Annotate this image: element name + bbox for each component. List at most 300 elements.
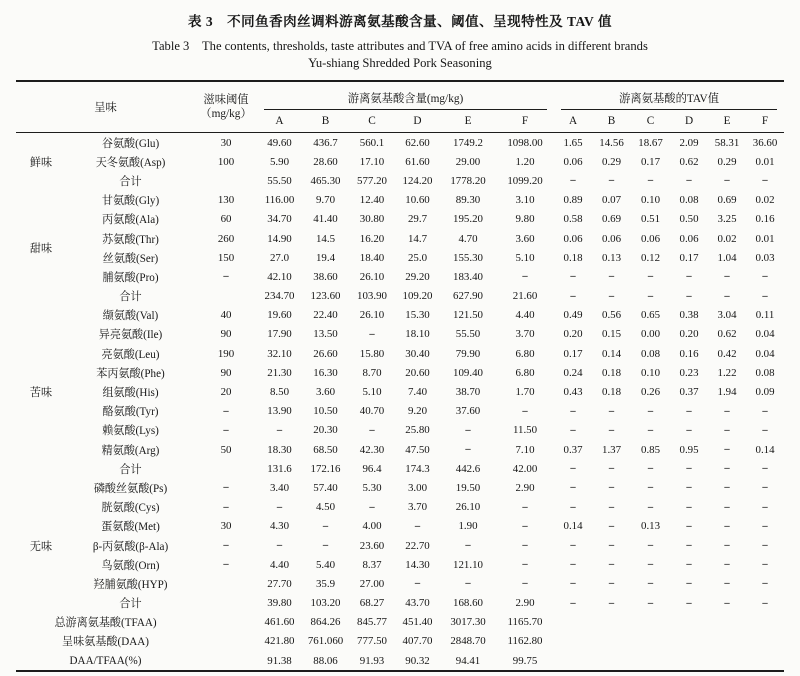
tav-value: – [762, 540, 768, 552]
amino-acid-name: 磷酸丝氨酸(Ps) [93, 482, 168, 495]
tav-value: – [724, 597, 730, 609]
content-value: 38.70 [455, 386, 481, 399]
tav-value: – [762, 175, 768, 187]
tav-value: – [647, 578, 654, 590]
taste-group-label: 无味 [29, 540, 53, 553]
table-row [16, 536, 784, 555]
tav-value: – [608, 540, 615, 552]
header-row-groups [16, 81, 784, 110]
content-value: 61.60 [405, 155, 430, 168]
tav-value [631, 651, 670, 671]
table-row [16, 613, 784, 632]
content-value: 27.00 [359, 577, 385, 590]
content-value: 9.80 [515, 213, 535, 226]
tav-value: – [570, 597, 576, 609]
taste-group-label: 苦味 [29, 387, 53, 400]
content-value: 8.37 [362, 558, 382, 571]
content-value: 19.4 [315, 251, 336, 264]
tav-value: 0.08 [755, 366, 775, 379]
tav-value: 1.04 [717, 251, 737, 264]
tav-value: 0.62 [717, 328, 737, 341]
content-value: 20.60 [405, 366, 430, 379]
content-value: – [322, 540, 329, 552]
tav-value: 0.02 [755, 194, 775, 207]
content-value: 20.30 [313, 424, 338, 437]
header-taste: 呈味 [16, 81, 195, 133]
content-value: 4.40 [269, 558, 290, 571]
threshold-value: 60 [220, 213, 232, 226]
tav-value: 0.37 [679, 386, 699, 399]
tav-value [708, 651, 746, 671]
content-value: 3.70 [515, 328, 535, 341]
content-value: 1.70 [515, 386, 535, 399]
content-value: 29.20 [405, 270, 430, 283]
tav-value: – [570, 501, 576, 513]
content-value: 1778.20 [450, 174, 486, 187]
header-tav-brand-e: E [708, 110, 746, 133]
table-row [16, 632, 784, 651]
content-value: 25.80 [405, 424, 430, 437]
threshold-value: 30 [220, 520, 232, 533]
header-content-brand-d: D [395, 110, 440, 133]
content-value: 15.80 [359, 347, 385, 360]
content-value: 1749.2 [453, 136, 483, 149]
table-row [16, 363, 784, 382]
table-row [16, 325, 784, 344]
tav-value: 0.23 [679, 366, 699, 379]
tav-value [670, 632, 708, 651]
amino-acid-name: 组氨酸(His) [102, 387, 159, 400]
threshold-value: 150 [217, 251, 235, 264]
tav-value [592, 632, 631, 651]
tav-value: – [608, 424, 615, 436]
tav-value: – [647, 463, 654, 475]
tav-value: – [686, 482, 692, 494]
content-value: 89.30 [455, 194, 481, 207]
threshold-value: 260 [217, 232, 235, 245]
tav-value: – [608, 271, 615, 283]
table-row [16, 440, 784, 459]
threshold-value: – [223, 501, 229, 513]
tav-value: – [608, 520, 615, 532]
threshold-value [195, 632, 257, 651]
tav-value: 14.56 [599, 136, 624, 149]
content-value: 5.40 [315, 558, 336, 571]
tav-value: 0.20 [563, 328, 583, 341]
tav-value: – [762, 463, 768, 475]
content-value: 627.90 [453, 290, 483, 303]
tav-value: – [647, 482, 654, 494]
tav-value: – [724, 271, 730, 283]
amino-acid-name: 脯氨酸(Pro) [102, 271, 159, 284]
tav-value: – [686, 463, 692, 475]
content-value: – [414, 520, 421, 532]
content-value: 8.50 [269, 386, 290, 399]
tav-value: – [724, 501, 730, 513]
content-value: 42.10 [267, 270, 292, 283]
tav-value: 0.89 [563, 194, 583, 207]
tav-value: 0.56 [602, 309, 622, 322]
content-value: – [522, 578, 528, 590]
header-tav-brand-f: F [746, 110, 784, 133]
tav-value: – [570, 290, 576, 302]
header-content-group-label: 游离氨基酸含量(mg/kg) [264, 90, 547, 110]
content-value: 90.32 [405, 654, 430, 667]
content-value: 9.70 [315, 194, 336, 207]
header-tav-brand-c: C [631, 110, 670, 133]
content-value: 68.50 [313, 443, 338, 456]
content-value: 155.30 [453, 251, 483, 264]
content-value: 88.06 [313, 654, 338, 667]
tav-value: – [762, 559, 768, 571]
content-value: 174.3 [405, 462, 430, 475]
tav-value: 0.06 [563, 155, 583, 168]
content-value: 18.40 [359, 251, 385, 264]
tav-value: – [724, 463, 730, 475]
content-value: – [465, 424, 471, 436]
content-value: 94.41 [455, 654, 481, 667]
content-value: 14.90 [267, 232, 292, 245]
content-value: 15.30 [405, 309, 430, 322]
content-value: 55.50 [267, 174, 292, 187]
tav-value: 0.29 [717, 155, 737, 168]
content-value: 22.70 [405, 539, 430, 552]
table-row [16, 517, 784, 536]
tav-value: 0.51 [641, 213, 661, 226]
amino-acid-name: 亮氨酸(Leu) [101, 348, 160, 361]
amino-acid-name: 丙氨酸(Ala) [102, 214, 159, 227]
threshold-value [195, 594, 257, 613]
content-value: 26.10 [455, 501, 481, 514]
tav-value: – [647, 597, 654, 609]
tav-value: – [724, 578, 730, 590]
content-value: 62.60 [405, 136, 430, 149]
content-value: 116.00 [264, 194, 295, 207]
table-row [16, 306, 784, 325]
table-title-en-line2: Yu-shiang Shredded Pork Seasoning [308, 56, 492, 70]
tav-value: – [647, 405, 654, 417]
content-value: 777.50 [357, 635, 387, 648]
content-value: 57.40 [313, 481, 338, 494]
content-value: 21.30 [267, 366, 292, 379]
content-value: 99.75 [512, 654, 538, 667]
content-value: 14.7 [407, 232, 428, 245]
content-value: 3.70 [407, 501, 428, 514]
tav-value: 1.65 [563, 136, 583, 149]
threshold-value: – [223, 424, 229, 436]
content-value: 29.00 [455, 155, 481, 168]
tav-value: 0.02 [717, 232, 737, 245]
table-row [16, 402, 784, 421]
tav-value: – [724, 559, 730, 571]
table-row [16, 459, 784, 478]
tav-value [708, 632, 746, 651]
amino-acid-name: 丝氨酸(Ser) [102, 252, 159, 265]
tav-value: – [762, 597, 768, 609]
tav-value: 0.17 [563, 347, 583, 360]
content-value: 109.40 [453, 366, 483, 379]
table-row [16, 651, 784, 671]
amino-acid-name: DAA/TFAA(%) [69, 654, 142, 667]
content-value: 22.40 [313, 309, 338, 322]
content-value: 131.6 [267, 462, 292, 475]
tav-value: – [608, 501, 615, 513]
content-value: – [276, 501, 283, 513]
tav-value: – [762, 501, 768, 513]
tav-value: – [608, 559, 615, 571]
content-value: 560.1 [359, 136, 385, 149]
content-value: 30.40 [405, 347, 430, 360]
content-value: 49.60 [267, 136, 292, 149]
tav-value: 0.11 [755, 309, 775, 322]
tav-value: – [686, 424, 692, 436]
amino-acid-name: 蛋氨酸(Met) [101, 521, 160, 534]
content-value: 35.9 [315, 577, 336, 590]
content-value: – [522, 520, 528, 532]
content-value: 121.10 [453, 558, 483, 571]
content-value: – [276, 540, 283, 552]
header-tav-brand-d: D [670, 110, 708, 133]
amino-acid-name: 胱氨酸(Cys) [101, 502, 160, 515]
tav-value: – [608, 482, 615, 494]
content-value: – [522, 540, 528, 552]
content-value: 864.26 [310, 616, 341, 629]
tav-value: – [647, 501, 654, 513]
content-value: 4.40 [515, 309, 535, 322]
content-value: 2.90 [515, 481, 535, 494]
tav-value: – [570, 405, 576, 417]
content-value: 18.30 [267, 443, 292, 456]
content-value: 6.80 [515, 347, 535, 360]
tav-value: 0.26 [641, 386, 661, 399]
tav-value [631, 632, 670, 651]
tav-value: 0.09 [755, 386, 775, 399]
content-value: 27.0 [269, 251, 290, 264]
content-value: 91.38 [267, 654, 292, 667]
content-value: 55.50 [455, 328, 481, 341]
amino-acid-name: 异亮氨酸(Ile) [98, 329, 163, 342]
amino-acid-name: 苯丙氨酸(Phe) [96, 367, 165, 380]
tav-value: 1.94 [717, 386, 737, 399]
tav-value [670, 613, 708, 632]
amino-acid-name: 赖氨酸(Lys) [102, 425, 159, 438]
tav-value: 0.18 [602, 366, 622, 379]
header-content-group [257, 81, 554, 110]
content-value: 577.20 [357, 174, 387, 187]
taste-group-label: 鲜味 [29, 156, 53, 169]
content-value: 34.70 [267, 213, 292, 226]
tav-value: – [647, 290, 654, 302]
tav-value: – [762, 405, 768, 417]
content-value: 465.30 [310, 174, 341, 187]
tav-value: 0.42 [717, 347, 737, 360]
content-value: 1.20 [515, 155, 535, 168]
content-value: 761.060 [307, 635, 344, 648]
tav-value: – [570, 540, 576, 552]
tav-value: 0.20 [679, 328, 699, 341]
content-value: 6.80 [515, 366, 535, 379]
tav-value: – [686, 290, 692, 302]
table-row [16, 133, 784, 153]
tav-value: – [570, 578, 576, 590]
tav-value: 0.14 [755, 443, 775, 456]
tav-value [670, 651, 708, 671]
content-value: 39.80 [267, 597, 292, 610]
amino-acid-name: 鸟氨酸(Orn) [101, 559, 160, 572]
amino-acid-name: 天冬氨酸(Asp) [95, 156, 166, 169]
tav-value: – [724, 424, 730, 436]
content-value: 172.16 [310, 462, 341, 475]
tav-value: 0.15 [602, 328, 622, 341]
header-content-brand-a: A [257, 110, 302, 133]
content-value: 109.20 [402, 290, 433, 303]
content-value: 2848.70 [450, 635, 486, 648]
content-value: 26.10 [359, 309, 385, 322]
tav-value: 36.60 [752, 136, 778, 149]
content-value: 47.50 [405, 443, 430, 456]
amino-acid-name: 呈味氨基酸(DAA) [62, 636, 149, 649]
table-row [16, 210, 784, 229]
content-value: 123.60 [310, 290, 341, 303]
threshold-value [195, 287, 257, 306]
tav-value: 0.95 [679, 443, 699, 456]
header-threshold-line2: （mg/kg） [200, 108, 252, 120]
tav-value: – [762, 271, 768, 283]
tav-value: 0.08 [679, 194, 699, 207]
threshold-value: 90 [220, 328, 232, 341]
content-value: 12.40 [359, 194, 385, 207]
table-row [16, 287, 784, 306]
tav-value: 2.09 [679, 136, 699, 149]
tav-value [746, 632, 784, 651]
threshold-value: – [223, 271, 229, 283]
tav-value: – [724, 540, 730, 552]
content-value: – [414, 578, 421, 590]
threshold-value: 50 [220, 443, 232, 456]
threshold-value [195, 459, 257, 478]
table-row [16, 478, 784, 497]
content-value: 42.30 [359, 443, 385, 456]
content-value: 13.50 [313, 328, 338, 341]
content-value: 3.40 [269, 481, 290, 494]
threshold-value: 20 [220, 386, 232, 399]
table-row [16, 191, 784, 210]
content-value: 21.60 [512, 290, 538, 303]
header-threshold [195, 81, 257, 133]
tav-value [554, 632, 592, 651]
tav-value: 0.10 [641, 194, 661, 207]
header-content-brand-f: F [496, 110, 554, 133]
table-row [16, 344, 784, 363]
tav-value [631, 613, 670, 632]
tav-value: 0.43 [563, 386, 583, 399]
content-value: 2.90 [515, 597, 535, 610]
amino-acid-name: 合计 [119, 175, 142, 188]
content-value: 436.7 [313, 136, 338, 149]
tav-value: – [570, 175, 576, 187]
tav-value: 0.50 [679, 213, 699, 226]
table-row [16, 498, 784, 517]
content-value: – [322, 520, 329, 532]
tav-value: – [724, 520, 730, 532]
content-value: – [465, 540, 471, 552]
table-title-en-line1: Table 3 The contents, thresholds, taste attributes and TVA of free amino acids in different brands [152, 39, 648, 53]
content-value: 4.00 [362, 520, 382, 533]
content-value: 26.10 [359, 270, 385, 283]
tav-value: 0.06 [679, 232, 699, 245]
content-value: 13.90 [267, 405, 292, 418]
tav-value: 0.24 [563, 366, 583, 379]
table-row [16, 421, 784, 440]
tav-value: – [570, 559, 576, 571]
content-value: 19.60 [267, 309, 292, 322]
tav-value: 0.06 [602, 232, 622, 245]
content-value: 3017.30 [450, 616, 486, 629]
tav-value [746, 651, 784, 671]
amino-acid-table [16, 80, 784, 672]
threshold-value: 30 [220, 136, 232, 149]
content-value: 7.10 [515, 443, 535, 456]
tav-value: – [762, 424, 768, 436]
tav-value: – [608, 290, 615, 302]
tav-value: – [686, 520, 692, 532]
tav-value: – [762, 482, 768, 494]
tav-value: 0.03 [755, 251, 775, 264]
tav-value: 0.10 [641, 366, 661, 379]
content-value: 28.60 [313, 155, 338, 168]
tav-value: 0.07 [602, 194, 622, 207]
header-content-brand-c: C [349, 110, 395, 133]
content-value: 1.90 [458, 520, 478, 533]
tav-value: 0.04 [755, 347, 775, 360]
tav-value: 0.65 [641, 309, 661, 322]
tav-value: 0.00 [641, 328, 661, 341]
content-value: 5.10 [515, 251, 535, 264]
tav-value: 0.85 [641, 443, 661, 456]
content-value: 183.40 [453, 270, 483, 283]
content-value: 1165.70 [507, 616, 543, 629]
threshold-value [195, 574, 257, 593]
table-row [16, 594, 784, 613]
table-row [16, 555, 784, 574]
amino-acid-name: 苏氨酸(Thr) [102, 233, 159, 246]
tav-value: 0.38 [679, 309, 699, 322]
content-value: 1098.00 [507, 136, 543, 149]
table-row [16, 574, 784, 593]
content-value: 27.70 [267, 577, 292, 590]
content-value: 14.30 [405, 558, 430, 571]
content-value: 3.60 [315, 386, 336, 399]
tav-value: – [686, 540, 692, 552]
content-value: – [522, 271, 528, 283]
threshold-value: – [223, 559, 229, 571]
tav-value: 0.01 [755, 155, 775, 168]
content-value: 25.0 [407, 251, 428, 264]
content-value: 96.4 [362, 462, 382, 475]
content-value: 9.20 [407, 405, 428, 418]
tav-value [554, 651, 592, 671]
content-value: 43.70 [405, 597, 430, 610]
tav-value: – [608, 405, 615, 417]
content-value: 4.50 [315, 501, 336, 514]
tav-value: – [686, 501, 692, 513]
content-value: 14.5 [315, 232, 336, 245]
content-value: 18.10 [405, 328, 430, 341]
tav-value: 3.25 [717, 213, 737, 226]
content-value: – [369, 424, 375, 436]
header-content-brand-e: E [440, 110, 496, 133]
amino-acid-name: 合计 [119, 291, 142, 304]
